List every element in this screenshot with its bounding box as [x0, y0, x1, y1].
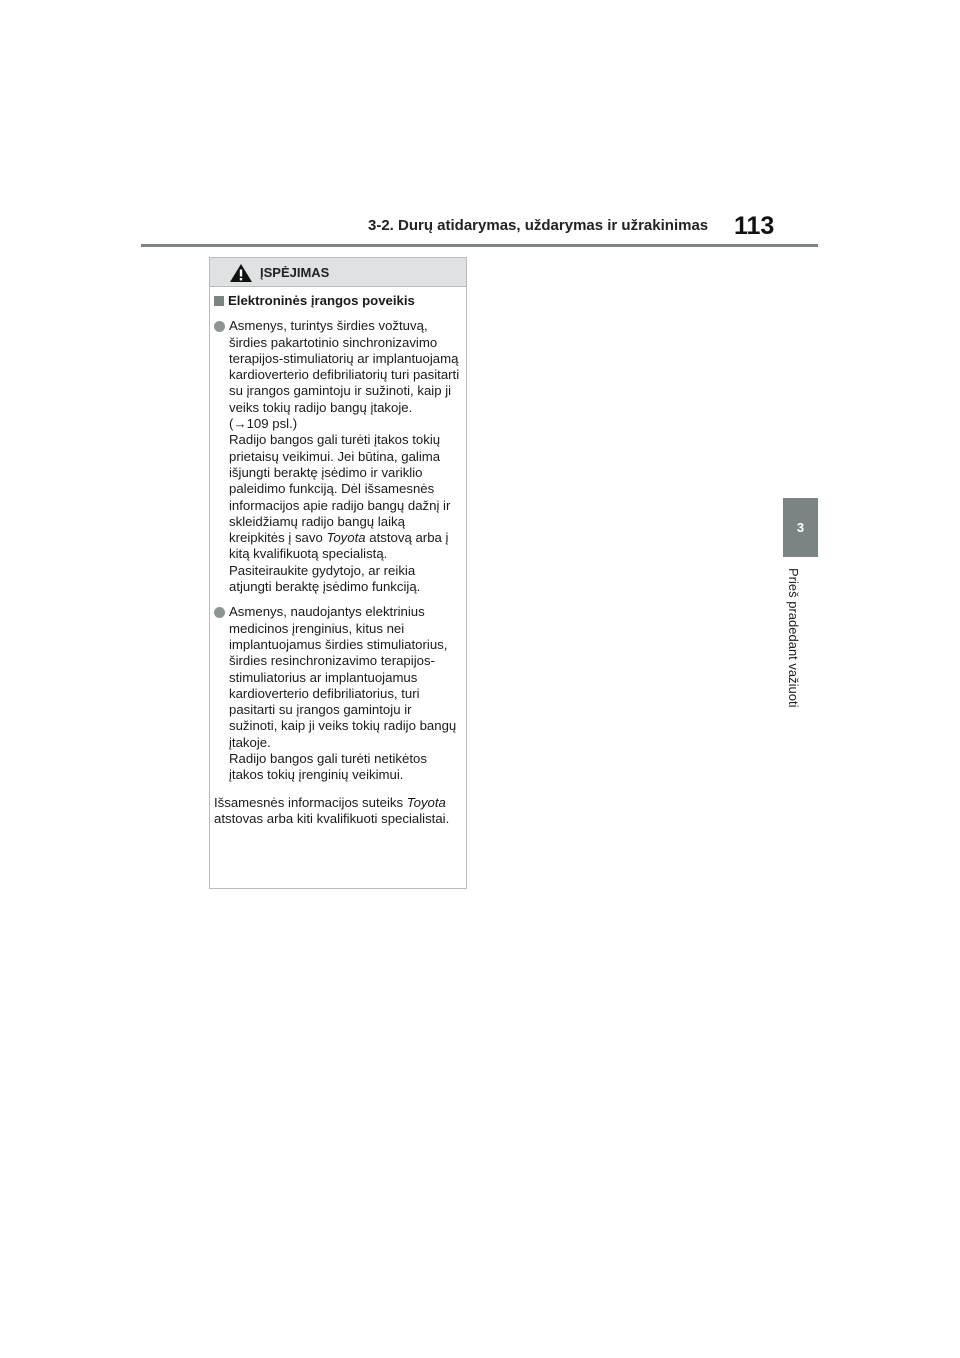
warning-note	[214, 795, 460, 828]
section-title-text: Elektroninės įrangos poveikis	[228, 293, 415, 308]
warning-header	[210, 258, 466, 287]
page-number: 113	[734, 212, 775, 240]
chapter-tab	[783, 498, 818, 557]
chapter-number: 3	[796, 520, 805, 535]
brand-name: Toyota	[406, 794, 446, 810]
bullet-icon	[214, 607, 225, 618]
note-text-pre: Išsamesnės informacijos suteiks	[214, 794, 404, 810]
bullet-main-text: Asmenys, naudojantys elektrinius medicinos įrenginius, kitus nei implantuojamus širdies stimuliatorius, širdies resinchronizavimo terapijos-stimuliatorius ar implantuojamus kardioverterio defibriliatorius, turi pasitarti su įrangos gamintoju ir sužinoti, kaip ji veiks tokių radijo bangų įtakoje.	[229, 604, 457, 750]
square-bullet-icon	[214, 296, 224, 306]
bullet-detail-text: Radijo bangos gali turėti netikėtos įtakos tokių įrenginių veikimui.	[229, 751, 427, 783]
detail-text-post: atstovą arba į kitą kvalifikuotą specialistą. Pasiteiraukite gydytojo, ar reikia atjungti beraktę įsėdimo funkciją.	[229, 530, 449, 595]
brand-name: Toyota	[326, 530, 366, 546]
list-item	[214, 318, 460, 595]
section-header-title: 3-2. Durų atidarymas, uždarymas ir užrakinimas	[368, 217, 709, 234]
warning-body	[210, 287, 466, 827]
list-item-text	[229, 604, 460, 783]
warning-triangle-icon	[229, 263, 253, 283]
list-item-text	[229, 318, 460, 595]
note-text-post: atstovas arba kiti kvalifikuoti specialistai.	[214, 810, 450, 826]
detail-text-pre: Radijo bangos gali turėti įtakos tokių prietaisų veikimui. Jei būtina, galima išjungti beraktę įsėdimo ir variklio paleidimo funkciją. Dėl išsamesnės informacijos apie radijo bangų dažnį ir skleidžiamų radijo bangų laiką kreipkitės į savo	[229, 432, 451, 546]
bullet-main-text: Asmenys, turintys širdies vožtuvą, širdies pakartotinio sinchronizavimo terapijos-stimuliatorių ar implantuojamą kardioverterio defibriliatorių turi pasitarti su įrangos gamintoju ir sužinoti, kaip ji veiks tokių radijo bangų įtakoje.	[229, 318, 460, 415]
list-item	[214, 604, 460, 783]
chapter-side-label: Prieš pradedant važiuoti	[786, 568, 801, 708]
bullet-detail-text	[229, 432, 460, 595]
warning-section-title	[214, 293, 460, 309]
bullet-icon	[214, 321, 225, 332]
warning-box	[209, 257, 467, 889]
warning-label: ĮSPĖJIMAS	[260, 265, 330, 280]
header-divider	[141, 244, 818, 247]
page-reference: (→109 psl.)	[229, 416, 298, 432]
